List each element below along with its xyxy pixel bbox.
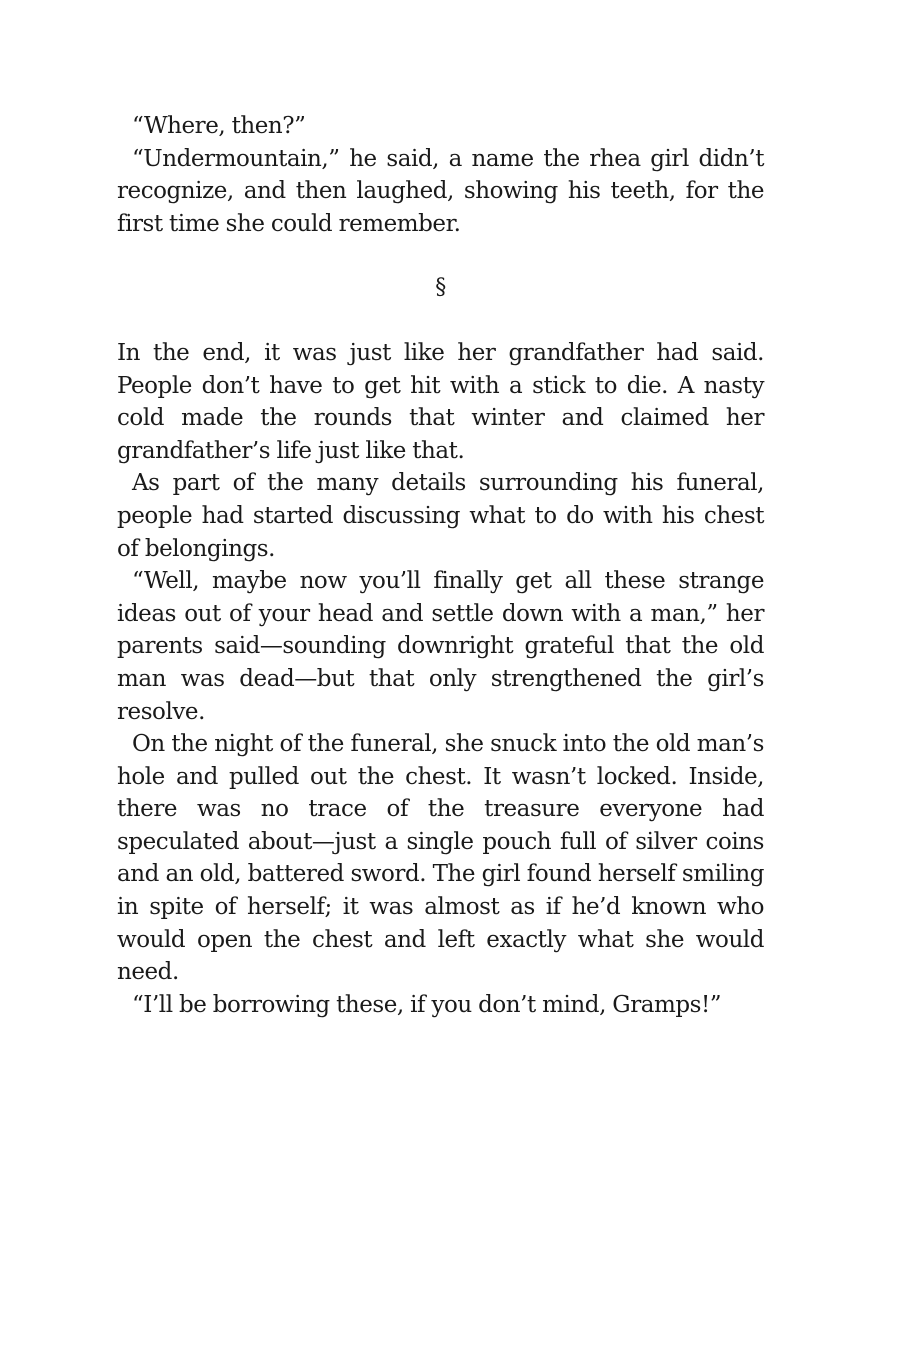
dialogue-paragraph: “Undermountain,” he said, a name the rhea girl didn’t recognize, and then laughed, showing his teeth, for the first time she could remember. xyxy=(117,145,764,237)
body-paragraph: On the night of the funeral, she snuck into the old man’s hole and pulled out the chest. It wasn’t locked. Inside, there was no trace of the treasure everyone had speculated about—just a single pouch full of silver coins and an old, battered sword. The girl found herself smiling in spite of herself; it was almost as if he’d known who would open the chest and left exactly what she would need. xyxy=(117,731,764,986)
dialogue-paragraph: “Well, maybe now you’ll finally get all these strange ideas out of your head and settle down with a man,” her parents said—sounding downright grateful that the old man was dead—but that only strengthened the girl’s resolve. xyxy=(117,568,764,725)
body-text xyxy=(117,110,764,1021)
dialogue-paragraph: “Where, then?” xyxy=(132,113,306,139)
dialogue-paragraph: “I’ll be borrowing these, if you don’t mind, Gramps!” xyxy=(132,991,722,1018)
section-break-symbol: § xyxy=(435,275,446,301)
body-paragraph: In the end, it was just like her grandfather had said. People don’t have to get hit with a stick to die. A nasty cold made the rounds that winter and claimed her grandfather’s life just like that. xyxy=(117,339,764,464)
body-paragraph: As part of the many details surrounding his funeral, people had started discussing what to do with his chest of belongings. xyxy=(117,470,764,562)
